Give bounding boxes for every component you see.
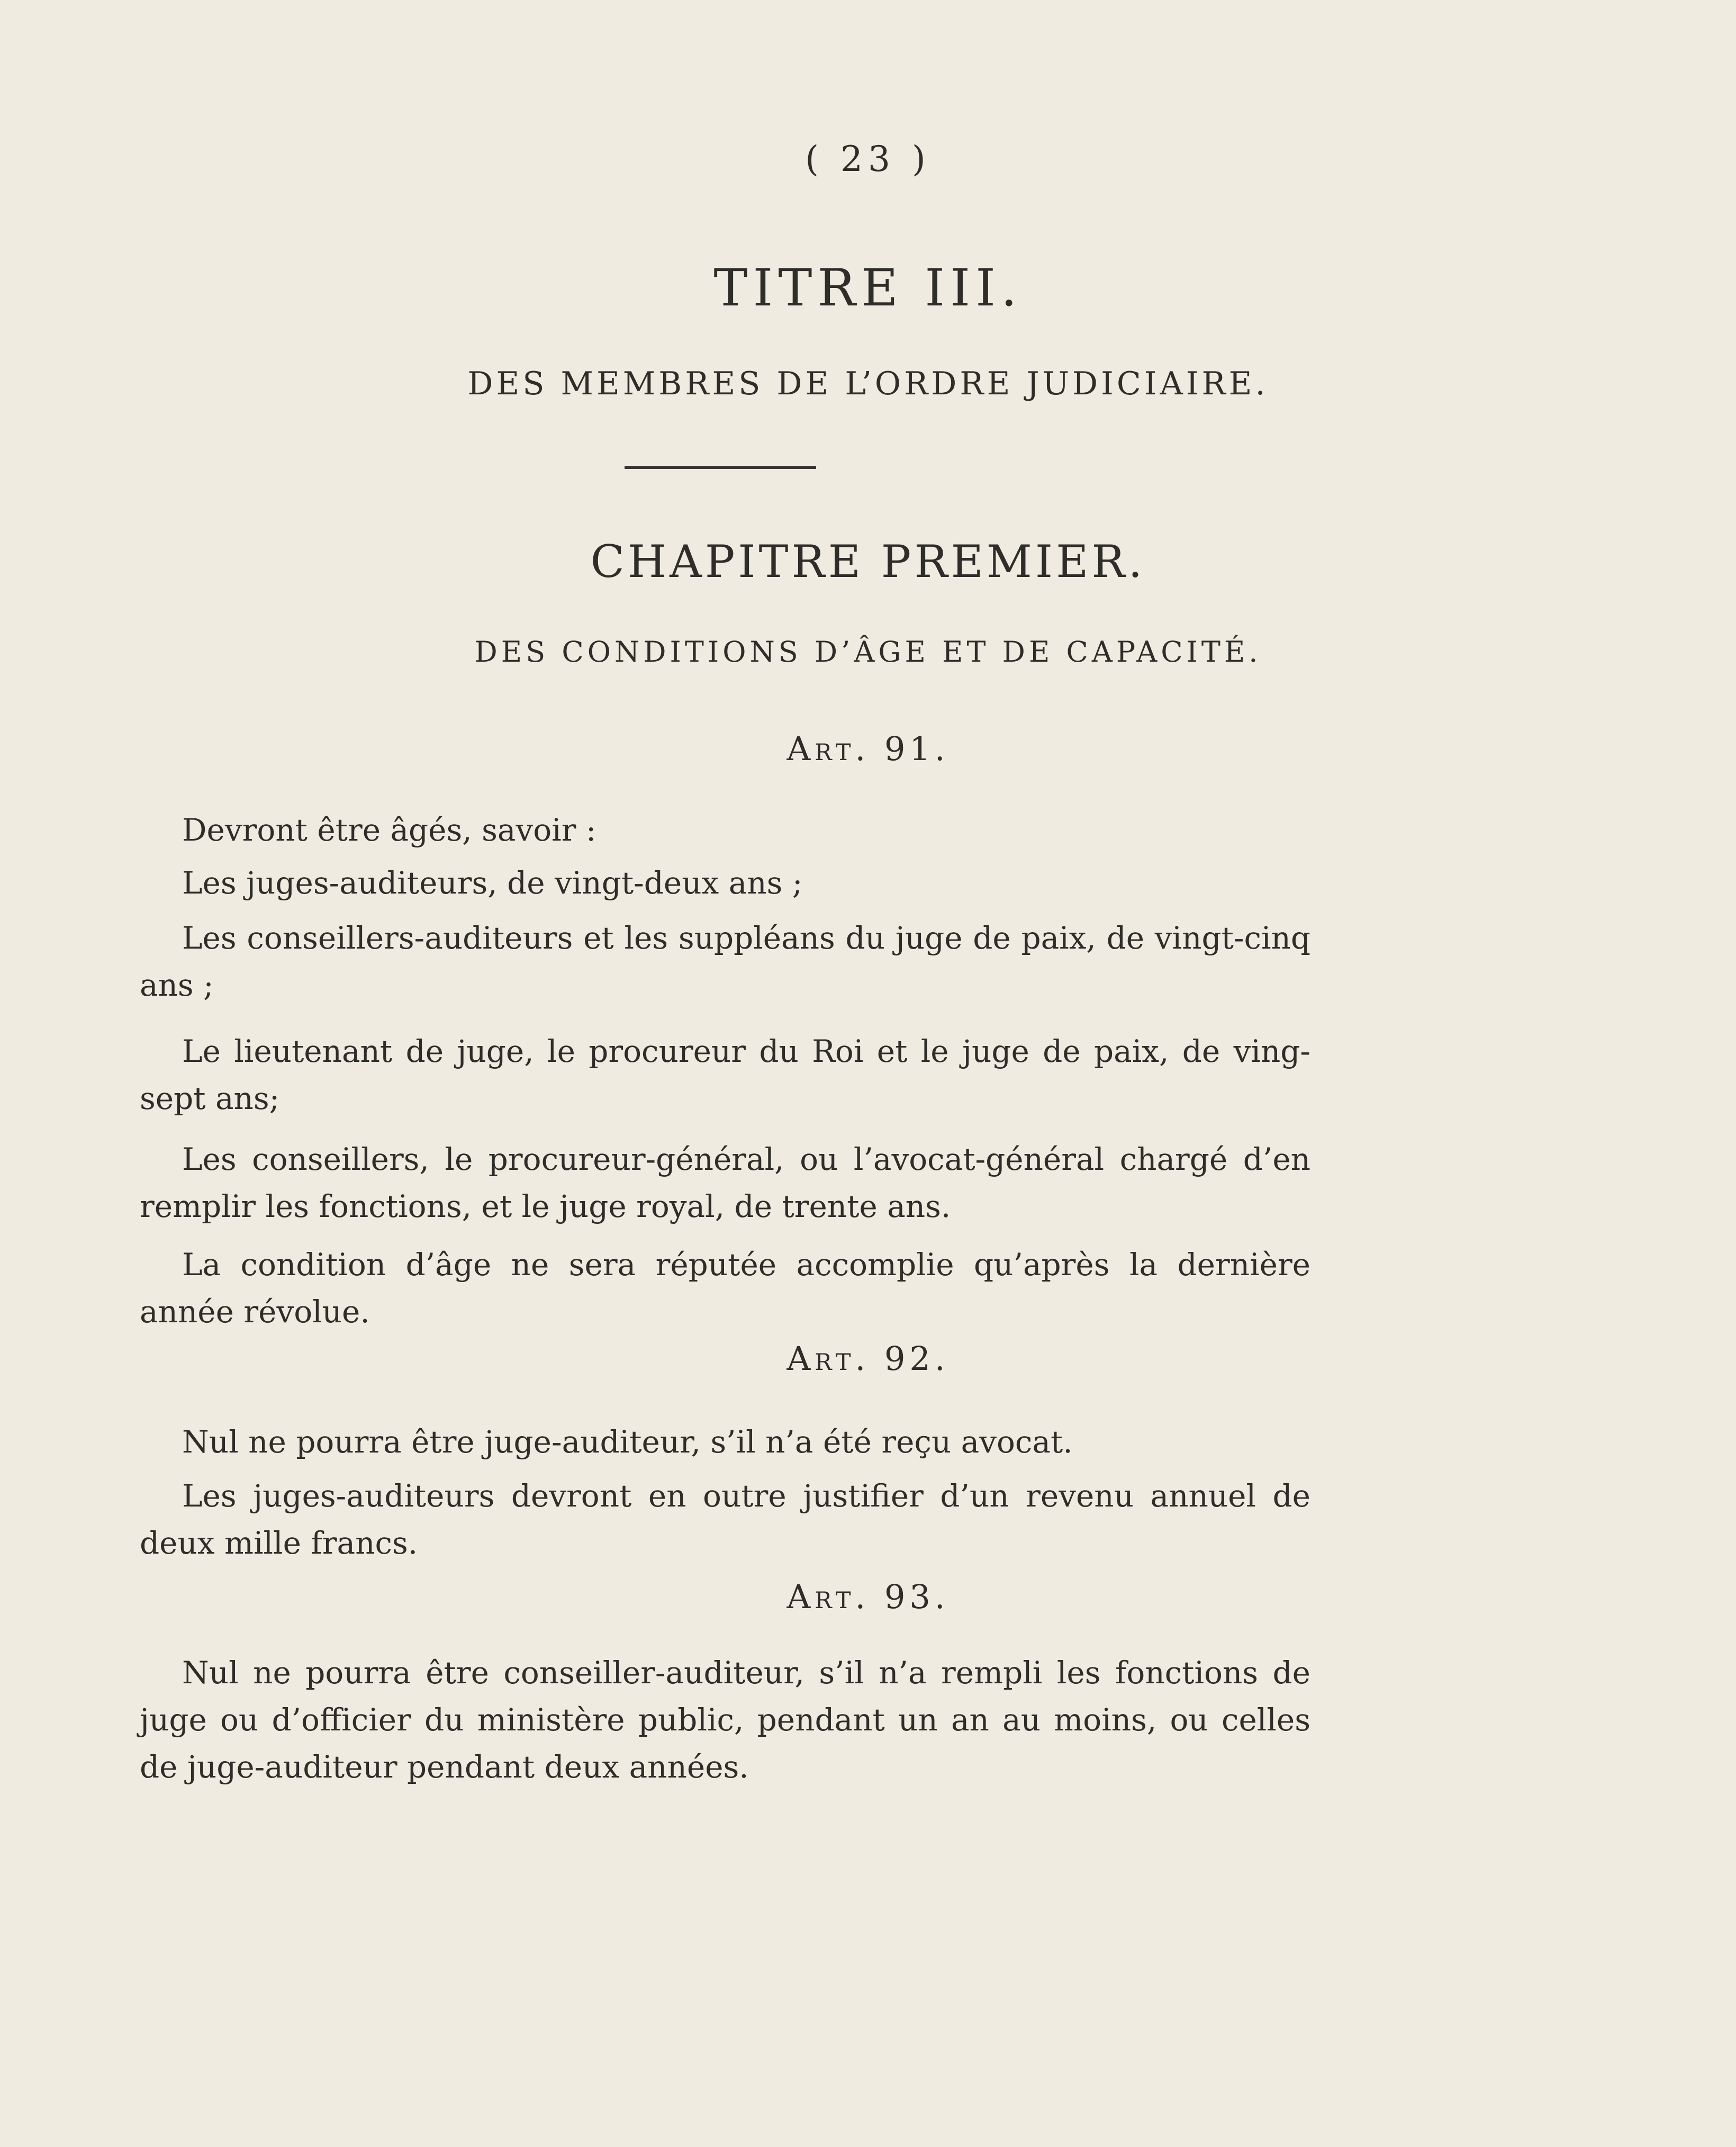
chapitre-heading: CHAPITRE PREMIER. (590, 536, 1146, 588)
titre-heading: TITRE III. (713, 258, 1023, 318)
chapitre-subtitle: DES CONDITIONS D’ÂGE ET DE CAPACITÉ. (474, 635, 1262, 669)
section-divider (625, 466, 816, 469)
paragraph: La condition d’âge ne sera réputée accomplie qu’après la dernière année révolue. (140, 1247, 1310, 1330)
article-heading: Art. 92. (786, 1339, 950, 1378)
paragraph: Les juges-auditeurs devront en outre justifier d’un revenu annuel de deux mille francs. (140, 1478, 1310, 1561)
article-heading: Art. 93. (786, 1577, 950, 1616)
article-heading: Art. 91. (786, 729, 950, 768)
paragraph: Nul ne pourra être conseiller-auditeur, s’il n’a rempli les fonctions de juge ou d’officier du ministère public, pendant un an au moins, ou celles de juge-auditeur pendant deux années. (140, 1655, 1310, 1785)
paragraph: Les juges-auditeurs, de vingt-deux ans ; (182, 865, 803, 901)
paragraph: Devront être âgés, savoir : (182, 812, 596, 848)
paragraph: Les conseillers, le procureur-général, ou l’avocat-général chargé d’en remplir les fonctions, et le juge royal, de trente ans. (140, 1141, 1310, 1224)
page-number: ( 23 ) (805, 139, 931, 179)
paragraph: Le lieutenant de juge, le procureur du Roi et le juge de paix, de ving-sept ans; (140, 1033, 1310, 1116)
paragraph: Les conseillers-auditeurs et les suppléans du juge de paix, de vingt-cinq ans ; (140, 920, 1310, 1003)
paragraph: Nul ne pourra être juge-auditeur, s’il n’a été reçu avocat. (182, 1424, 1073, 1460)
titre-subtitle: DES MEMBRES DE L’ORDRE JUDICIAIRE. (467, 365, 1269, 402)
